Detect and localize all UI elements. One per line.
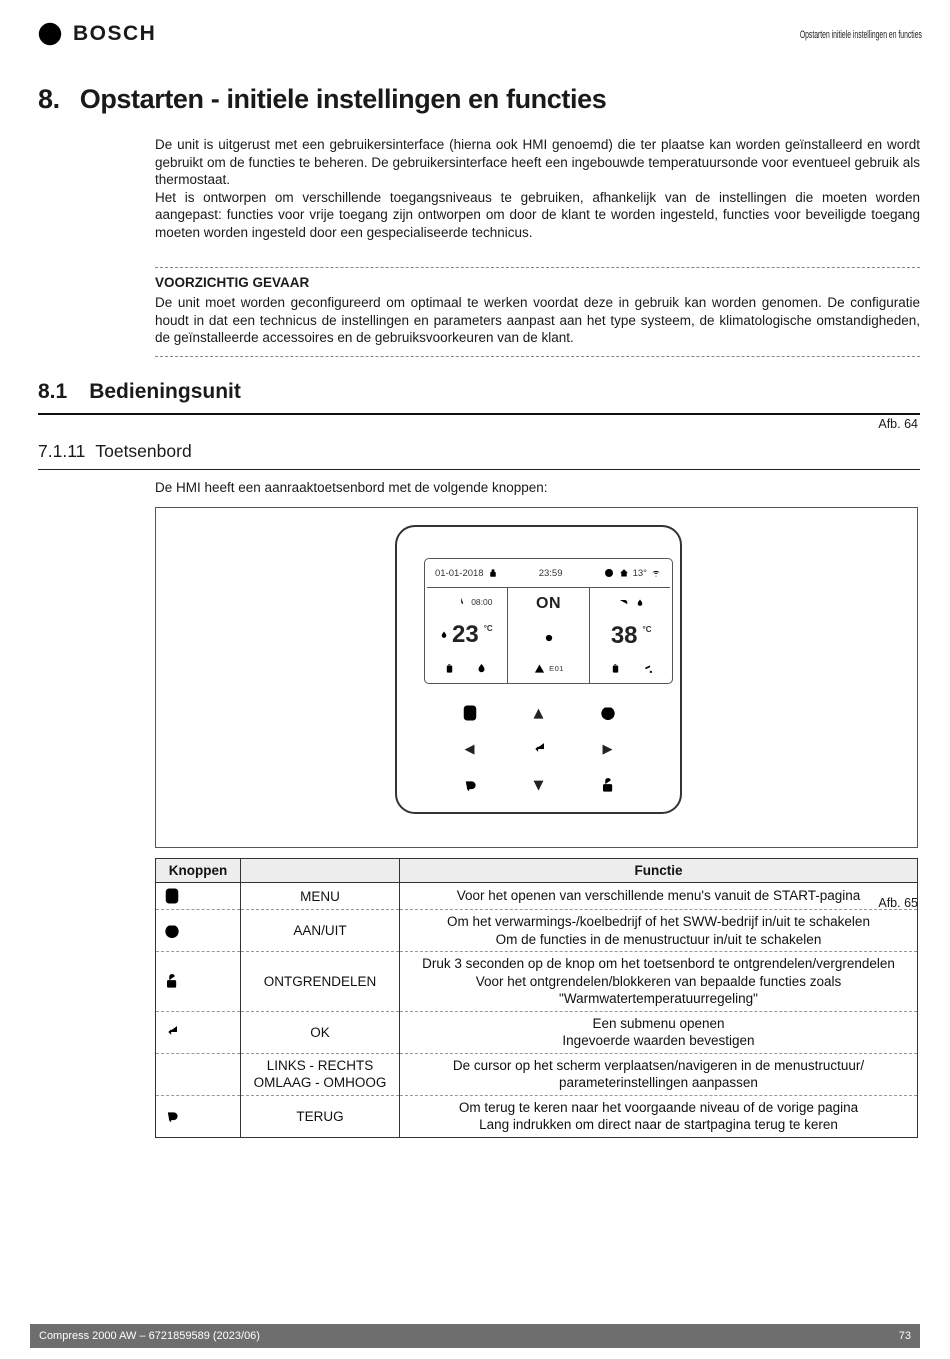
table-row-aanuit <box>156 910 918 952</box>
arrow-right-icon: ▶ <box>602 741 613 757</box>
dhw-zone <box>589 588 672 683</box>
table-row-ontgrendelen <box>156 952 918 1012</box>
table-row-ok <box>156 1011 918 1053</box>
house-icon <box>618 567 630 579</box>
hmi-keypad <box>397 695 680 803</box>
power-key <box>595 700 621 726</box>
footer-page-number: 73 <box>898 1330 911 1342</box>
function-line: Om terug te keren naar het voorgaande niveau of de vorige pagina <box>458 1099 859 1115</box>
dhw-temp-row <box>611 624 652 648</box>
button-name: LINKS - RECHTS <box>266 1057 374 1073</box>
button-name: MENU <box>241 883 400 910</box>
clock-icon <box>603 567 615 579</box>
shower-icon <box>641 662 654 675</box>
dhw-mode-icons <box>609 662 654 675</box>
arrow-down-icon: ▼ <box>533 777 544 793</box>
status-date: 01-01-2018 <box>435 567 484 579</box>
arrow-down-key <box>526 772 552 798</box>
function-line: Voor het openen van verschillende menu's vanuit de START-pagina <box>456 888 861 904</box>
enter-key <box>526 736 552 762</box>
brand-name: BOSCH <box>73 22 157 45</box>
footer-bar <box>30 1324 920 1348</box>
tank-icon <box>443 662 456 675</box>
dhw-temp-unit: °C <box>642 624 652 634</box>
section-heading <box>38 380 241 404</box>
status-time: 23:59 <box>538 567 563 579</box>
hmi-status-bar <box>427 559 670 588</box>
function-line: Ingevoerde waarden bevestigen <box>562 1033 755 1048</box>
arrow-right-key <box>595 736 621 762</box>
enter-icon <box>162 1022 182 1042</box>
heating-zone <box>425 588 507 683</box>
button-name: OK <box>241 1011 400 1053</box>
status-outdoor-temp: 13° <box>632 567 647 579</box>
header-empty <box>241 859 400 883</box>
heating-temp-row <box>439 623 493 647</box>
hmi-figure <box>155 507 918 848</box>
arrow-up-icon: ▲ <box>533 705 544 721</box>
subsection-number: 7.1.11 <box>38 441 86 461</box>
arrow-left-icon: ◀ <box>464 741 475 757</box>
snowflake-icon <box>625 662 638 675</box>
center-zone <box>507 588 590 683</box>
hmi-device <box>395 525 682 814</box>
section-title-text: Bedieningsunit <box>89 380 241 403</box>
button-name: AAN/UIT <box>241 910 400 952</box>
dhw-temp: 38 <box>610 622 638 649</box>
header-functie: Functie <box>400 859 918 883</box>
arrow-left-key <box>457 736 483 762</box>
heating-temp-unit: °C <box>483 623 493 633</box>
bosch-logo <box>36 20 156 48</box>
header-knoppen: Knoppen <box>156 859 241 883</box>
dhw-icons-row <box>617 595 645 610</box>
function-line: "Warmwatertemperatuurregeling" <box>559 991 758 1006</box>
figure-ref-65: Afb. 65 <box>878 896 918 910</box>
wifi-icon <box>650 567 662 579</box>
menu-key <box>457 700 483 726</box>
table-header-row <box>156 859 918 883</box>
intro-paragraph-2: Het is ontworpen om verschillende toegangsniveaus te gebruiken, afhankelijk van de instellingen die moeten worden aangepast: functies voor vrije toegang zijn ontworpen om door de klant te worden ingesteld, functies voor beveiligde toegang moeten worden ingesteld door een gespecialiseerde technicus. <box>155 189 920 240</box>
function-line: Voor het ontgrendelen/blokkeren van bepaalde functies zoals <box>475 973 842 989</box>
warning-block <box>155 267 920 357</box>
table-row-terug <box>156 1095 918 1137</box>
figure-ref-64: Afb. 64 <box>878 417 918 431</box>
warning-title: VOORZICHTIG GEVAAR <box>155 275 310 290</box>
radiator-icon <box>439 595 452 608</box>
menu-icon <box>460 703 480 723</box>
heating-icons-row <box>439 595 492 608</box>
warning-triangle-icon <box>533 662 546 675</box>
power-icon <box>598 703 618 723</box>
drop-icon <box>439 630 449 640</box>
section-rule <box>38 413 920 415</box>
error-code: E01 <box>549 664 564 673</box>
hmi-zones <box>425 588 672 683</box>
empty-icon-cell <box>156 1053 241 1095</box>
chapter-title-text: Opstarten - initiele instellingen en functies <box>79 84 607 114</box>
table-row-navigatie <box>156 1053 918 1095</box>
back-icon <box>460 775 480 795</box>
enter-icon <box>529 739 549 759</box>
tank-icon <box>609 662 622 675</box>
arrow-up-key <box>526 700 552 726</box>
table-row-menu <box>156 883 918 910</box>
warning-text: De unit moet worden geconfigureerd om optimaal te werken voordat deze in gebruik kan worden genomen. De configuratie houdt in dat een technicus de instellingen en parameters aanpast aan het type systeem, de klimatologische omstandigheden, de geïnstalleerde accessoires en de gebruiksvoorkeuren van de klant. <box>155 295 920 346</box>
lock-icon <box>487 567 499 579</box>
bosch-anchor-icon <box>36 20 64 48</box>
status-date-group <box>435 567 499 579</box>
heating-mode-icons <box>443 662 488 675</box>
error-row <box>533 662 564 675</box>
chapter-title <box>38 84 606 115</box>
buttons-table <box>155 858 918 1138</box>
function-line: Om het verwarmings-/koelbedrijf of het SWW-bedrijf in/uit te schakelen <box>447 914 870 929</box>
function-line: Druk 3 seconden op de knop om het toetsenbord te ontgrendelen/vergrendelen <box>422 956 895 971</box>
unlock-icon <box>162 971 182 991</box>
state-on: ON <box>536 595 561 612</box>
subsection-title-text: Toetsenbord <box>95 441 192 461</box>
faucet-icon <box>617 595 632 610</box>
running-header: Opstarten initiele instellingen en functies <box>799 29 922 41</box>
sun-icon <box>540 629 558 647</box>
hmi-screen <box>424 558 673 684</box>
function-line: De cursor op het scherm verplaatsen/navigeren in de menustructuur/ <box>452 1057 865 1073</box>
lead-text: De HMI heeft een aanraaktoetsenbord met de volgende knoppen: <box>155 480 548 495</box>
power-icon <box>162 921 182 941</box>
intro-paragraph-1: De unit is uitgerust met een gebruikersinterface (hierna ook HMI genoemd) die ter plaatse kan worden geïnstalleerd en wordt gebruikt om de functies te beheren. De gebruikersinterface heeft een ingebouwde temperatuursonde voor eventueel gebruik als thermostaat. <box>155 137 920 188</box>
heating-schedule-time: 08:00 <box>471 596 493 607</box>
subsection-rule <box>38 469 920 470</box>
button-name: ONTGRENDELEN <box>241 952 400 1012</box>
function-line: Een submenu openen <box>592 1015 725 1031</box>
section-number: 8.1 <box>38 380 68 403</box>
function-line: Lang indrukken om direct naar de startpagina terug te keren <box>479 1117 838 1132</box>
chapter-number: 8. <box>38 84 60 114</box>
footer-doc-id: Compress 2000 AW – 6721859589 (2023/06) <box>39 1330 260 1342</box>
snowflake-icon <box>459 662 472 675</box>
flame-drop-icon <box>475 662 488 675</box>
function-line: parameterinstellingen aanpassen <box>559 1075 758 1090</box>
button-name: OMLAAG - OMHOOG <box>253 1075 387 1090</box>
status-right-group <box>603 567 662 579</box>
button-name: TERUG <box>241 1095 400 1137</box>
schedule-icon <box>455 595 468 608</box>
intro-text <box>155 136 920 242</box>
back-icon <box>162 1106 182 1126</box>
unlock-key <box>595 772 621 798</box>
drop-icon <box>635 598 645 608</box>
back-key <box>457 772 483 798</box>
subsection-heading <box>38 441 192 462</box>
unlock-icon <box>598 775 618 795</box>
function-line: Om de functies in de menustructuur in/uit te schakelen <box>495 931 822 947</box>
menu-icon <box>162 886 182 906</box>
heating-temp: 23 <box>451 621 479 648</box>
